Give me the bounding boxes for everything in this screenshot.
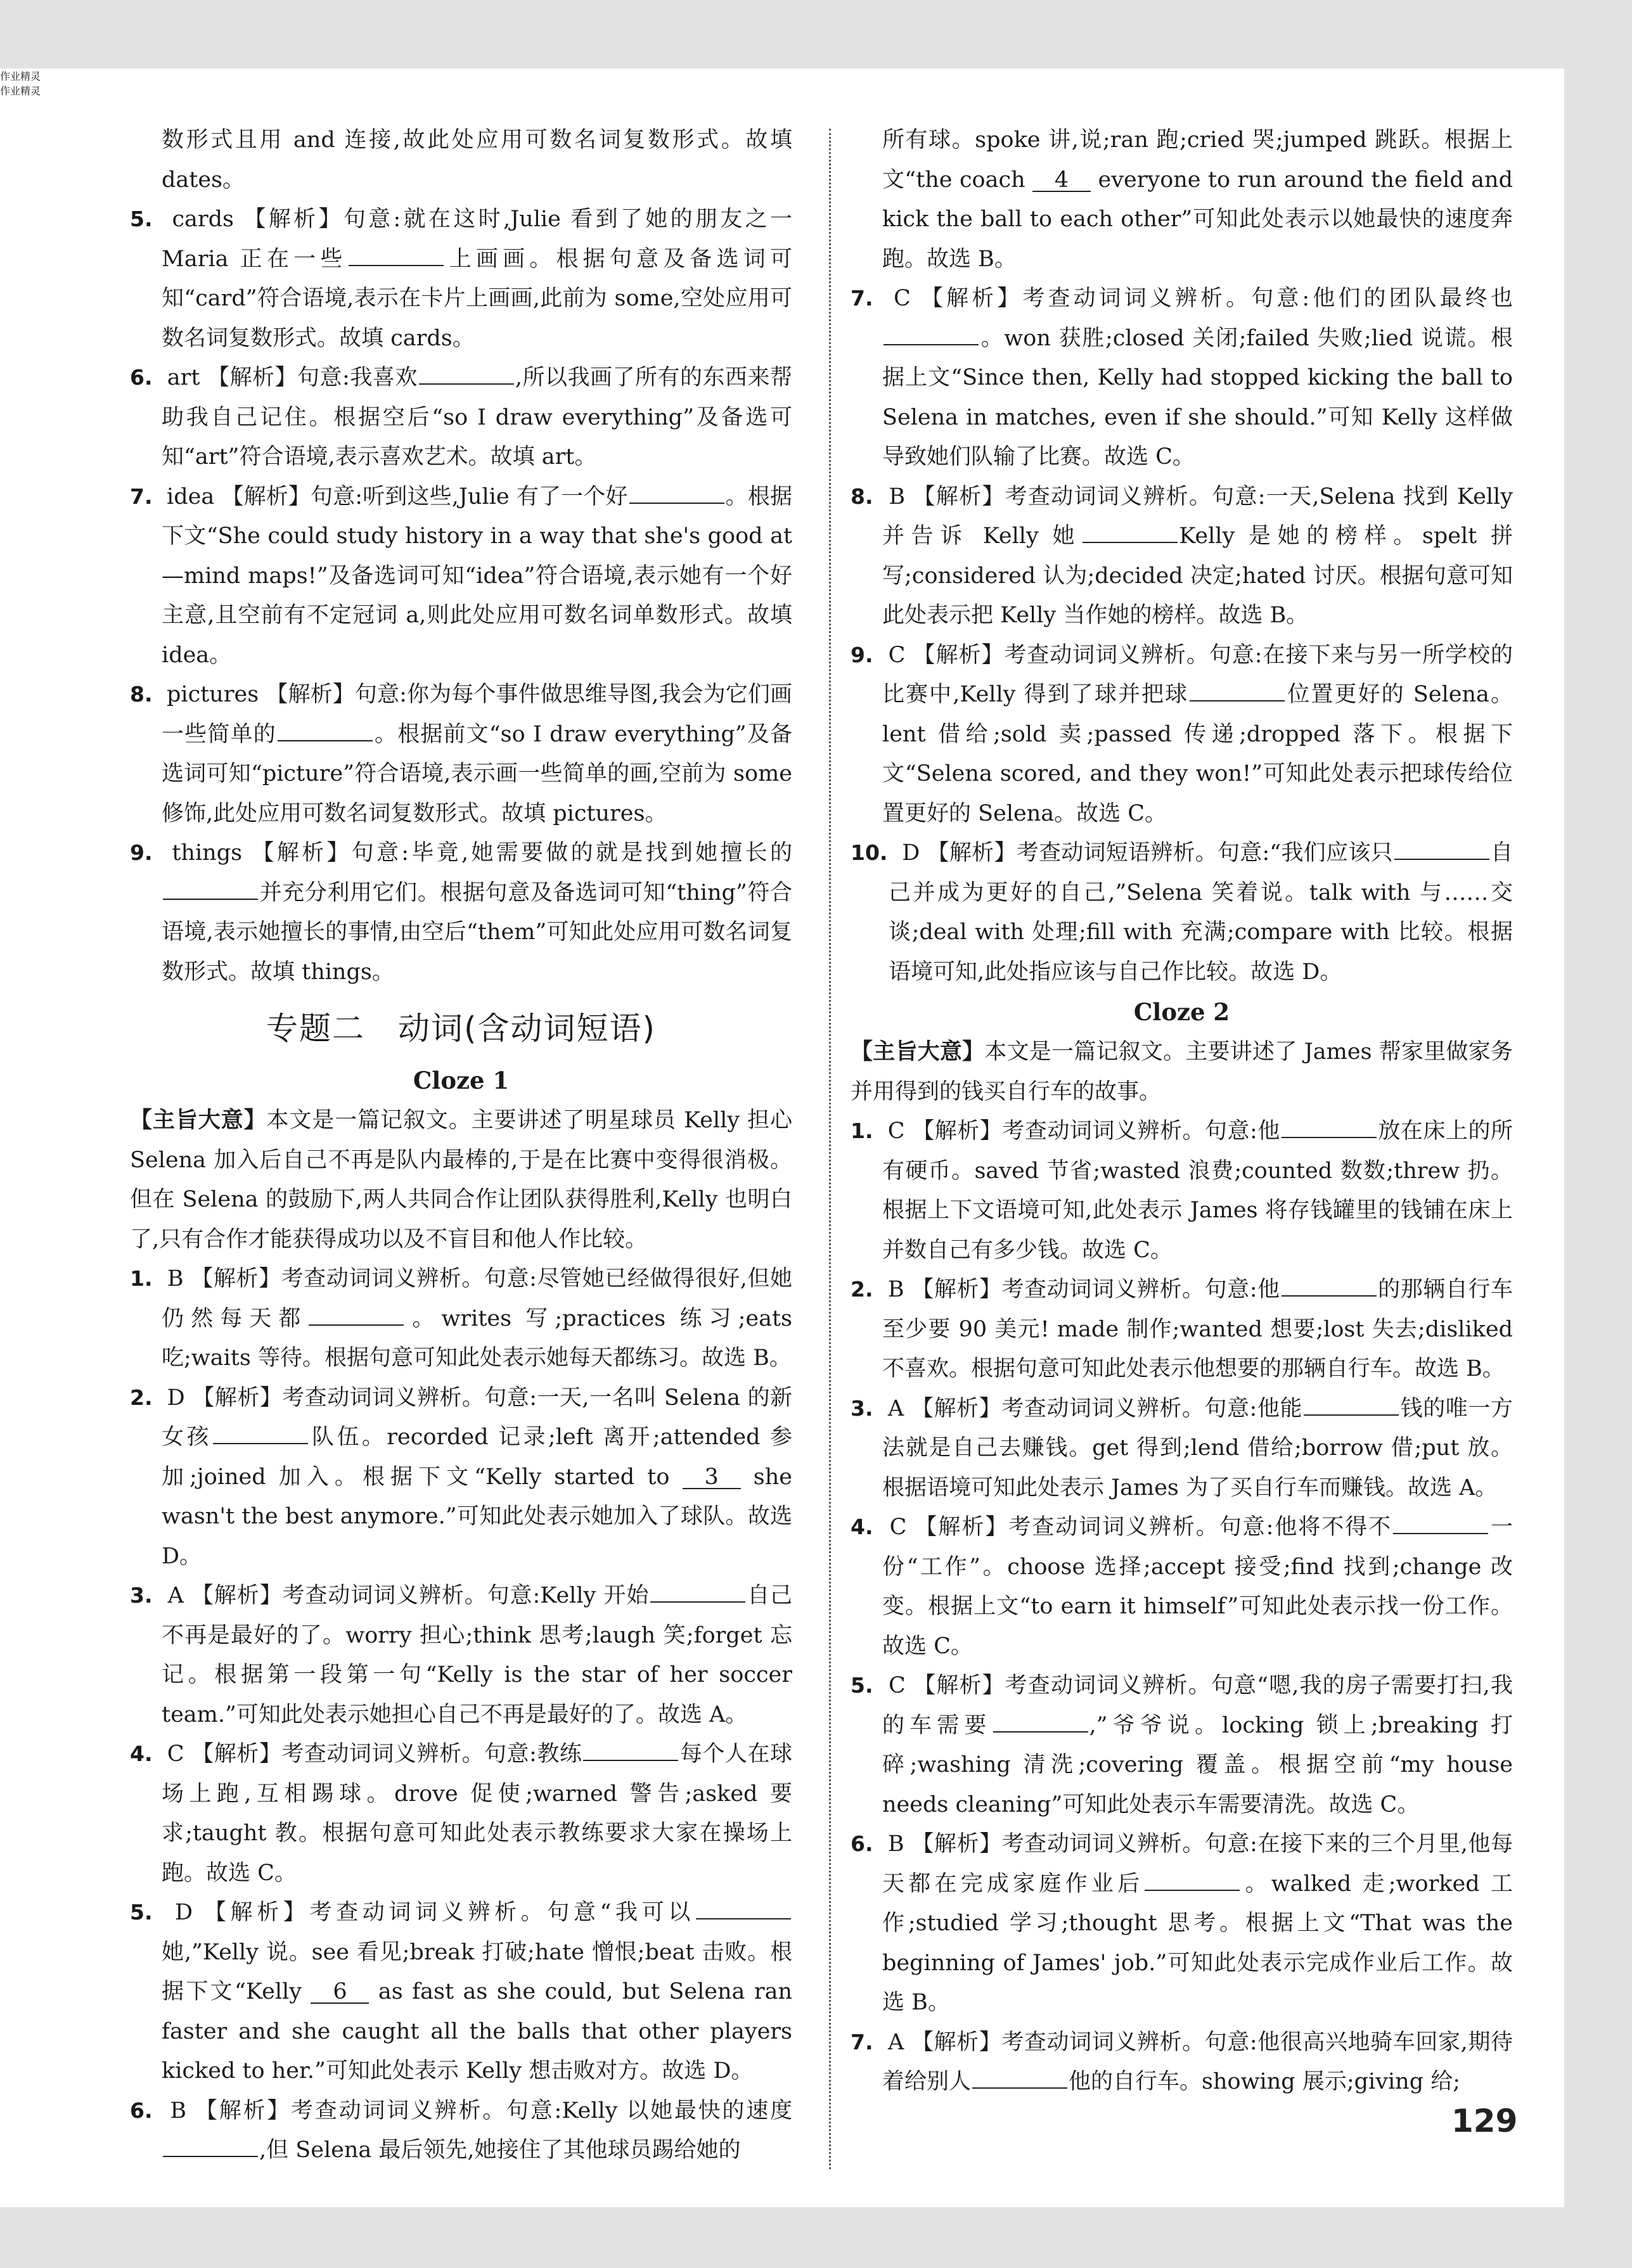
reference-number: 6 [311, 1981, 369, 2004]
answer-blank [1282, 1275, 1377, 1297]
list-item: 4. C 【解析】考查动词词义辨析。句意:他将不得不 一份“工作”。choose 选择;accept 接受;find 找到;change 改变。根据上文“to earn it himself”可知此处表示找一份工作。故选 C。 [851, 1508, 1513, 1666]
list-item: 7. idea 【解析】句意:听到这些,Julie 有了一个好 。根据下文“She could study history in a way that she's good at—mind maps!”及备选词可知“idea”符合语境,表示她有一个好主意,且空前有不定冠词 a,则此处应用可数名词单数形式。故填 idea。 [130, 477, 792, 676]
answer-blank [349, 245, 444, 266]
list-item: 9. C 【解析】考查动词词义辨析。句意:在接下来与另一所学校的比赛中,Kelly 得到了球并把球 位置更好的 Selena。lent 借给;sold 卖;passed 传递;dropped 落下。根据下文“Selena scored, and they won!”可知此处表示把球传给位置更好的 Selena。故选 C。 [851, 642, 1513, 826]
list-item: 10. D 【解析】考查动词短语辨析。句意:“我们应该只 自己并成为更好的自己,”Selena 笑着说。talk with 与……交谈;deal with 处理;fill with 充满;compare with 比较。根据语境可知,此处指应该与自己作比较。故选 D。 [851, 833, 1513, 992]
list-item: 8. B 【解析】考查动词词义辨析。句意:一天,Selena 找到 Kelly 并告诉 Kelly 她 Kelly 是她的榜样。spelt 拼写;considered 认为;decided 决定;hated 讨厌。根据句意可知此处表示把 Kelly 当作她的榜样。故选 B。 [851, 484, 1513, 628]
answer-blank [1083, 522, 1178, 543]
list-item: 2. D 【解析】考查动词词义辨析。句意:一天,一名叫 Selena 的新女孩 队伍。recorded 记录;left 离开;attended 参加;joined 加入。根据下文“Kelly started to 3 she wasn't the best anymore.”可知此处表示她加入了球队。故选 D。 [130, 1385, 793, 1569]
reference-number: 3 [683, 1466, 741, 1489]
list-item: 3. A 【解析】考查动词词义辨析。句意:他能 钱的唯一方法就是自己去赚钱。get 得到;lend 借给;borrow 借;put 放。根据语境可知此处表示 James 为了买自行车而赚钱。故选 A。 [851, 1389, 1513, 1508]
list-item: 数形式且用 and 连接,故此处应用可数名词复数形式。故填 dates。 [162, 127, 792, 193]
list-item: 1. C 【解析】考查动词词义辨析。句意:他 放在床上的所有硬币。saved 节省;wasted 浪费;counted 数数;threw 扔。根据上下文语境可知,此处表示 James 将存钱罐里的钱铺在床上并数自己有多少钱。故选 C。 [851, 1112, 1513, 1270]
summary-paragraph: 【主旨大意】本文是一篇记叙文。主要讲述了 James 帮家里做家务并用得到的钱买自行车的故事。 [851, 1039, 1513, 1105]
answer-blank [419, 363, 514, 385]
list-item: 5. D 【解析】考查动词词义辨析。句意“我可以她,”Kelly 说。see 看见;break 打破;hate 憎恨;beat 击败。根据下文“Kelly 6 as fast as she could, but Selena ran faster and she caught all the balls that other players kicked to her.”可知此处表示 Kelly 想击败对方。故选 D。 [130, 1893, 792, 2091]
answer-blank [883, 324, 979, 345]
answer-blank [583, 1739, 678, 1761]
page-number: 129 [1451, 2103, 1518, 2139]
column-divider [829, 129, 831, 2169]
list-item: 7. C 【解析】考查动词词义辨析。句意:他们的团队最终也。won 获胜;closed 关闭;failed 失败;lied 说谎。根据上文“Since then, Kelly had stopped kicking the ball to Selena in matches, even if she should.”可知 Kelly 这样做导致她们队输了比赛。故选 C。 [851, 286, 1513, 470]
list-item: 9. things 【解析】句意:毕竟,她需要做的就是找到她擅长的并充分利用它们。根据句意及备选词可知“thing”符合语境,表示她擅长的事情,由空后“them”可知此处应用可数名词复数形式。故填 things。 [130, 840, 792, 985]
cloze-title: Cloze 1 [413, 1067, 510, 1094]
right-column [851, 120, 1513, 2102]
list-item: 3. A 【解析】考查动词词义辨析。句意:Kelly 开始 自己不再是最好的了。worry 担心;think 思考;laugh 笑;forget 忘记。根据第一段第一句“Kelly is the star of her soccer team.”可知此处表示她担心自己不再是最好的了。故选 A。 [130, 1576, 792, 1734]
answer-blank [650, 1581, 745, 1603]
list-item: 2. B 【解析】考查动词词义辨析。句意:他 的那辆自行车至少要 90 美元! made 制作;wanted 想要;lost 失去;disliked 不喜欢。根据句意可知此处表示他想要的那辆自行车。故选 B。 [851, 1270, 1513, 1389]
answer-blank [1190, 680, 1285, 702]
answer-blank [972, 2067, 1067, 2089]
list-item: 5. C 【解析】考查动词词义辨析。句意“嗯,我的房子需要打扫,我的车需要 ,”爷爷说。locking 锁上;breaking 打碎;washing 清洗;covering 覆盖。根据空前“my house needs cleaning”可知此处表示车需要清洗。故选 C。 [851, 1673, 1513, 1817]
answer-blank [1393, 1513, 1488, 1534]
list-item: 所有球。spoke 讲,说;ran 跑;cried 哭;jumped 跳跃。根据上文“the coach 4 everyone to run around the field and kick the ball to each other”可知此处表示以她最快的速度奔跑。故选 B。 [882, 127, 1513, 272]
left-column [130, 120, 792, 2170]
list-item: 8. pictures 【解析】句意:你为每个事件做思维导图,我会为它们画一些简单的 。根据前文“so I draw everything”及备选词可知“picture”符合语境,表示画一些简单的画,空前为 some 修饰,此处应用可数名词复数形式。故填 pictures。 [130, 682, 792, 826]
answer-blank [1304, 1394, 1399, 1416]
answer-blank [696, 1898, 791, 1919]
answer-blank [163, 878, 258, 900]
cloze-title: Cloze 2 [1133, 998, 1230, 1026]
list-item: 4. C 【解析】考查动词词义辨析。句意:教练 每个人在球场上跑,互相踢球。drove 促使;warned 警告;asked 要求;taught 教。根据句意可知此处表示教练要求大家在操场上跑。故选 C。 [130, 1734, 792, 1893]
reference-number: 4 [1032, 169, 1091, 192]
watermark: 作业精灵 [0, 70, 41, 82]
watermark: 作业精灵 [0, 85, 41, 97]
list-item: 6. art 【解析】句意:我喜欢 ,所以我画了所有的东西来帮助我自己记住。根据空后“so I draw everything”及备选可知“art”符合语境,表示喜欢艺术。故填 art。 [130, 358, 792, 477]
answer-blank [993, 1711, 1088, 1733]
list-item: 1. B 【解析】考查动词词义辨析。句意:尽管她已经做得很好,但她仍然每天都 。writes 写;practices 练习;eats 吃;waits 等待。根据句意可知此处表示她每天都练习。故选 B。 [130, 1266, 792, 1371]
summary-paragraph: 【主旨大意】本文是一篇记叙文。主要讲述了明星球员 Kelly 担心 Selena 加入后自己不再是队内最棒的,于是在比赛中变得很消极。但在 Selena 的鼓励下,两人共同合作让团队获得胜利,Kelly 也明白了,只有合作才能获得成功以及不盲目和他人作比较。 [130, 1107, 792, 1252]
section-title: 专题二 动词(含动词短语) [266, 1010, 656, 1047]
answer-blank [1145, 1869, 1240, 1891]
answer-blank [1282, 1117, 1377, 1138]
answer-blank [163, 2136, 258, 2157]
answer-blank [213, 1423, 308, 1444]
list-item: 6. B 【解析】考查动词词义辨析。句意:Kelly 以她最快的速度,但 Selena 最后领先,她接住了其他球员踢给她的 [130, 2098, 792, 2163]
list-item: 6. B 【解析】考查动词词义辨析。句意:在接下来的三个月里,他每天都在完成家庭作业后 。walked 走;worked 工作;studied 学习;thought 思考。根据上文“That was the beginning of James' job.”可知此处表示完成作业后工作。故选 B。 [851, 1831, 1513, 2015]
answer-blank [1394, 838, 1489, 860]
answer-blank [309, 1304, 404, 1326]
answer-blank [629, 482, 724, 504]
list-item: 7. A 【解析】考查动词词义辨析。句意:他很高兴地骑车回家,期待着给别人 他的自行车。showing 展示;giving 给; [851, 2029, 1513, 2094]
book-page [0, 68, 1564, 2207]
answer-blank [278, 720, 373, 741]
list-item: 5. cards 【解析】句意:就在这时,Julie 看到了她的朋友之一 Maria 正在一些 上画画。根据句意及备选词可知“card”符合语境,表示在卡片上画画,此前为 some,空处应用可数名词复数形式。故填 cards。 [130, 207, 792, 351]
